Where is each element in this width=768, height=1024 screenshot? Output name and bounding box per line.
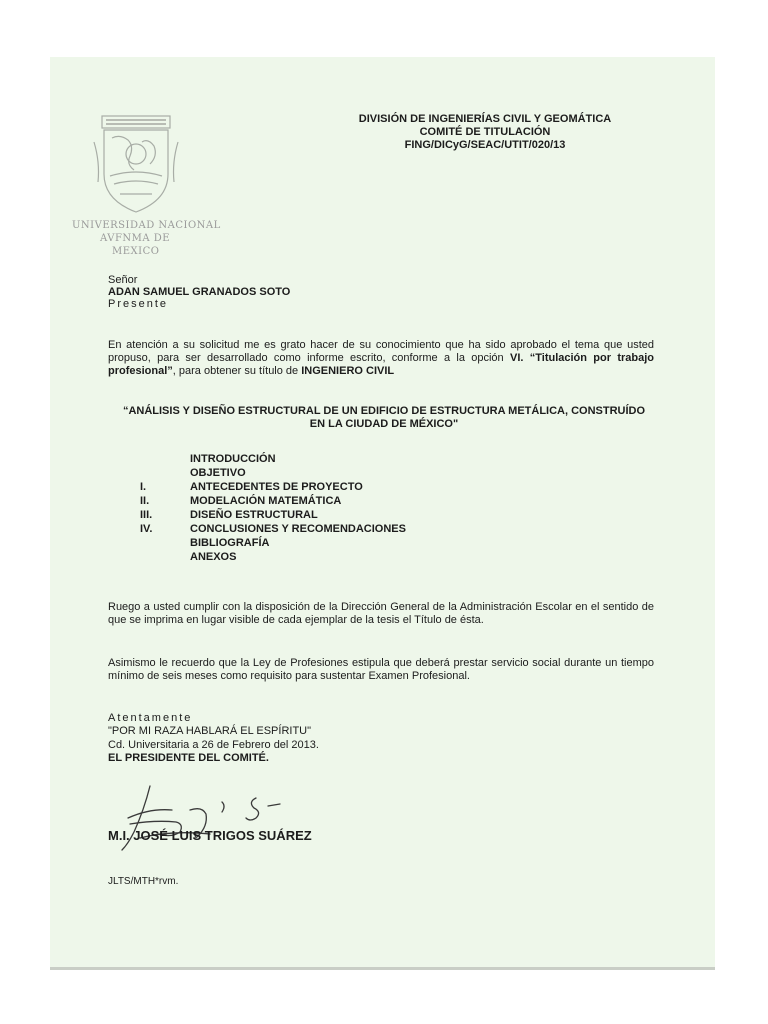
division-heading: DIVISIÓN DE INGENIERÍAS CIVIL Y GEOMÁTICA: [358, 113, 612, 125]
committee-heading: COMITÉ DE TITULACIÓN: [419, 126, 551, 138]
reference-initials: JLTS/MTH*rvm.: [108, 876, 179, 887]
signatory-name: M.I. JOSÉ LUIS TRIGOS SUÁREZ: [108, 828, 312, 843]
university-name-line2: AVFNMA DE: [100, 233, 171, 244]
publication-paragraph: Ruego a usted cumplir con la disposición de la Dirección General de la Administración Escolar en el sentido de que se imprima en lugar visible de cada ejemplar de la tesis el Título de ésta.: [108, 601, 654, 626]
university-crest-icon: [90, 112, 182, 217]
degree-text: INGENIERO CIVIL: [301, 365, 395, 377]
intro-paragraph: [108, 339, 654, 378]
intro-text-part1: En atención a su solicitud me es grato hacer de su conocimiento que ha sido aprobado el tema que usted propuso, para ser desarrollado como informe escrito, conforme a la opción: [108, 339, 654, 364]
intro-text-part2: , para obtener su título de: [172, 365, 302, 377]
addressee-name: ADAN SAMUEL GRANADOS SOTO: [108, 286, 291, 298]
salutation: Señor: [108, 274, 138, 286]
closing-atentamente: Atentamente: [108, 712, 193, 724]
university-name-line1: UNIVERSIDAD NACIONAL: [72, 220, 221, 231]
closing-role: EL PRESIDENTE DEL COMITÉ.: [108, 752, 269, 764]
closing-motto: "POR MI RAZA HABLARÁ EL ESPÍRITU": [108, 725, 312, 737]
option-text: VI. “Titulación por trabajo profesional”: [108, 352, 654, 377]
reference-code: FING/DICyG/SEAC/UTIT/020/13: [404, 139, 566, 151]
presente-label: Presente: [108, 298, 169, 310]
university-name-line3: MEXICO: [112, 246, 160, 257]
social-service-paragraph: Asimismo le recuerdo que la Ley de Profesiones estipula que deberá prestar servicio social durante un tiempo mínimo de seis meses como requisito para sustentar Examen Profesional.: [108, 657, 654, 682]
page-edge: [50, 967, 715, 970]
closing-place-date: Cd. Universitaria a 26 de Febrero del 2013.: [108, 739, 319, 751]
thesis-title-line2: EN LA CIUDAD DE MÉXICO": [309, 418, 459, 430]
handwritten-signature: [110, 780, 300, 855]
thesis-title-line1: “ANÁLISIS Y DISEÑO ESTRUCTURAL DE UN EDIFICIO DE ESTRUCTURA METÁLICA, CONSTRUÍDO: [122, 405, 646, 417]
